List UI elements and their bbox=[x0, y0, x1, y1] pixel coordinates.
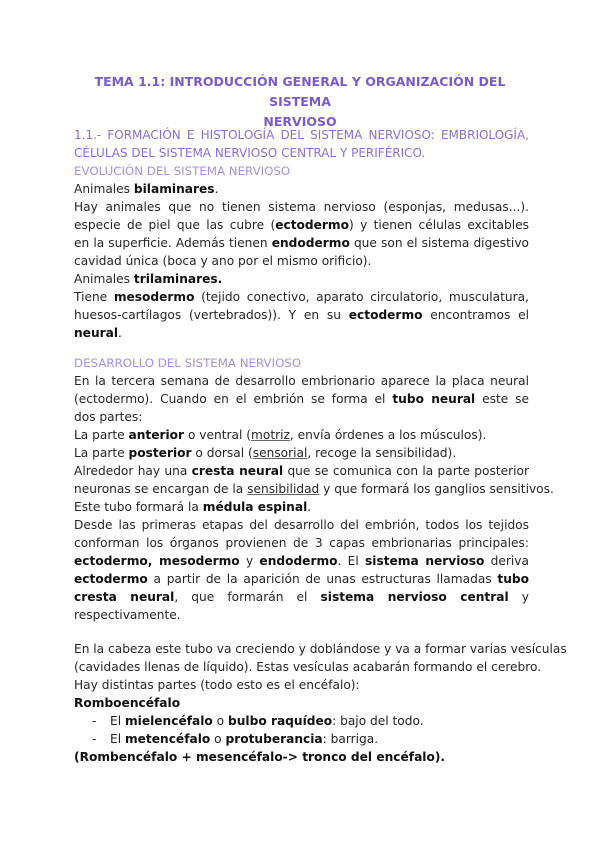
summary-line: (Rombencéfalo + mesencéfalo-> tronco del encéfalo). bbox=[74, 750, 446, 764]
text-line: Desde las primeras etapas del desarrollo del embrión, todos los tejidos bbox=[74, 518, 529, 532]
text-line: (ectodermo). Cuando en el embrión se forma el tubo neural este se bbox=[74, 392, 529, 406]
text-line: Hay distintas partes (todo esto es el encéfalo): bbox=[74, 678, 360, 692]
text-line: respectivamente. bbox=[74, 608, 181, 622]
text-line: neural. bbox=[74, 326, 122, 340]
text-line: Alrededor hay una cresta neural que se comunica con la parte posterior bbox=[74, 464, 529, 478]
text-line: Animales trilaminares. bbox=[74, 272, 223, 286]
text-line: En la tercera semana de desarrollo embrionario aparece la placa neural bbox=[74, 374, 529, 388]
text-line: Tiene mesodermo (tejido conectivo, aparato circulatorio, musculatura, bbox=[74, 290, 529, 304]
document-title: TEMA 1.1: INTRODUCCIÓN GENERAL Y ORGANIZACIÓN DEL SISTEMA NERVIOSO bbox=[94, 74, 506, 129]
text-line: en la superficie. Además tienen endodermo que son el sistema digestivo bbox=[74, 236, 529, 250]
text-line: ectodermo, mesodermo y endodermo. El sistema nervioso deriva bbox=[74, 554, 529, 568]
text-line: ectodermo a partir de la aparición de unas estructuras llamadas tubo bbox=[74, 572, 529, 586]
text-line: neuronas se encargan de la sensibilidad y que formará los ganglios sensitivos. bbox=[74, 482, 554, 496]
text-line: La parte anterior o ventral (motriz, envía órdenes a los músculos). bbox=[74, 428, 487, 442]
heading-romboencefalo: Romboencéfalo bbox=[74, 696, 181, 710]
text-line: cresta neural, que formarán el sistema nervioso central y bbox=[74, 590, 529, 604]
heading-desarrollo: DESARROLLO DEL SISTEMA NERVIOSO bbox=[74, 356, 302, 370]
text-line: Animales bilaminares. bbox=[74, 182, 219, 196]
text-line: conforman los órganos provienen de 3 capas embrionarias principales: bbox=[74, 536, 529, 550]
text-line: En la cabeza este tubo va creciendo y doblándose y va a formar varias vesículas bbox=[74, 642, 567, 656]
text-line: (cavidades llenas de líquido). Estas vesículas acabarán formando el cerebro. bbox=[74, 660, 542, 674]
section-subtitle: 1.1.- FORMACIÓN E HISTOLOGÍA DEL SISTEMA NERVIOSO: EMBRIOLOGÍA, CÉLULAS DEL SISTEMA NERVIOSO CENTRAL Y PERIFÉRICO. bbox=[74, 128, 529, 160]
list-item: - El metencéfalo o protuberancia: barriga. bbox=[92, 732, 379, 746]
text-line: dos partes: bbox=[74, 410, 143, 424]
text-line: Este tubo formará la médula espinal. bbox=[74, 500, 312, 514]
heading-evolucion: EVOLUCIÓN DEL SISTEMA NERVIOSO bbox=[74, 164, 291, 178]
list-item: - El mielencéfalo o bulbo raquídeo: bajo del todo. bbox=[92, 714, 424, 728]
text-line: huesos-cartílagos (vertebrados)). Y en su ectodermo encontramos el bbox=[74, 308, 529, 322]
text-line: La parte posterior o dorsal (sensorial, recoge la sensibilidad). bbox=[74, 446, 457, 460]
text-line: cavidad única (boca y ano por el mismo orificio). bbox=[74, 254, 372, 268]
text-line: Hay animales que no tienen sistema nervioso (esponjas, medusas...). bbox=[74, 200, 529, 214]
text-line: especie de piel que las cubre (ectodermo) y tienen células excitables bbox=[74, 218, 529, 232]
